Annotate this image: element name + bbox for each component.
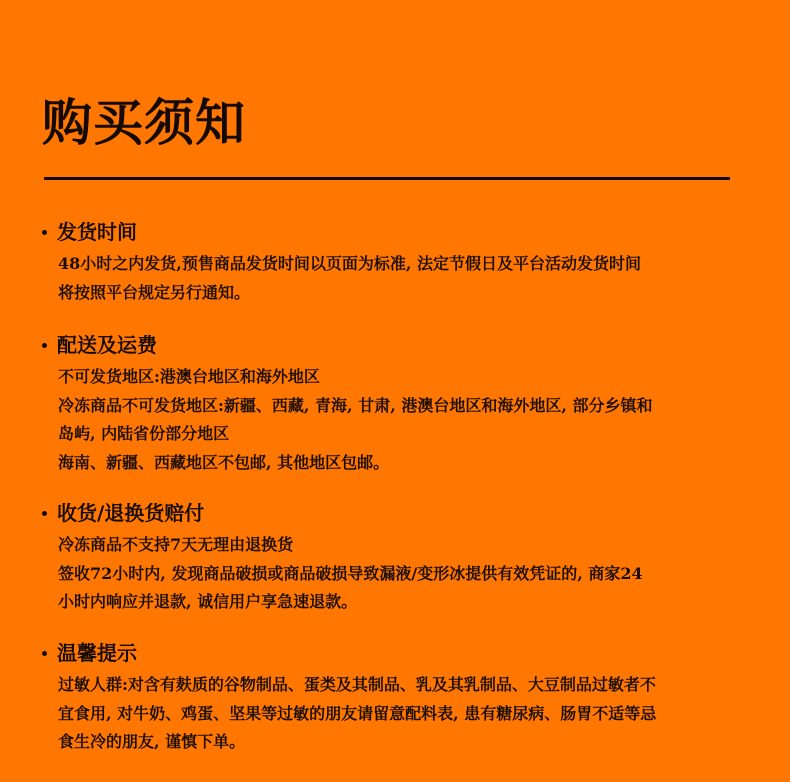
bullet-dot-icon: [42, 343, 47, 348]
section-line: 冷冻商品不支持7天无理由退换货: [58, 535, 294, 554]
section-body: [58, 363, 742, 477]
section-line: 宜食用, 对牛奶、鸡蛋、坚果等过敏的朋友请留意配料表, 患有糖尿病、肠胃不适等忌: [58, 703, 657, 723]
section-heading-text: 发货时间: [57, 220, 137, 244]
section-heading: [42, 218, 742, 246]
section-returns-compensation: [42, 499, 742, 617]
section-line: 过敏人群:对含有麸质的谷物制品、蛋类及其制品、乳及其乳制品、大豆制品过敏者不: [58, 675, 656, 694]
section-line: 冷冻商品不可发货地区:新疆、西藏, 青海, 甘肃, 港澳台地区和海外地区, 部分乡镇和: [58, 395, 653, 415]
section-delivery-shipping-fee: [42, 331, 742, 477]
section-line: 48小时之内发货,预售商品发货时间以页面为标准, 法定节假日及平台活动发货时间: [58, 254, 641, 273]
section-line: 岛屿, 内陆省份部分地区: [58, 424, 230, 443]
section-line: 海南、新疆、西藏地区不包邮, 其他地区包邮。: [58, 452, 390, 472]
section-heading-text: 配送及运费: [57, 333, 157, 357]
title-divider: [44, 177, 730, 180]
bullet-dot-icon: [42, 651, 47, 656]
section-shipping-time: [42, 218, 742, 307]
section-body: [58, 531, 742, 617]
bullet-dot-icon: [42, 230, 47, 235]
section-heading-text: 温馨提示: [57, 641, 137, 665]
section-body: [58, 250, 742, 307]
section-line: 不可发货地区:港澳台地区和海外地区: [58, 367, 320, 386]
bullet-dot-icon: [42, 511, 47, 516]
section-line: 签收72小时内, 发现商品破损或商品破损导致漏液/变形冰提供有效凭证的, 商家24: [58, 563, 643, 583]
page-title: 购买须知: [42, 93, 246, 152]
section-heading: [42, 639, 742, 667]
section-line: 小时内响应并退款, 诚信用户享急速退款。: [58, 592, 358, 611]
section-warm-tips: [42, 639, 742, 757]
section-body: [58, 671, 742, 757]
section-heading-text: 收货/退换货赔付: [57, 501, 205, 525]
section-heading: [42, 331, 742, 359]
section-line: 将按照平台规定另行通知。: [58, 282, 251, 302]
section-line: 食生冷的朋友, 谨慎下单。: [58, 732, 246, 751]
section-heading: [42, 499, 742, 527]
